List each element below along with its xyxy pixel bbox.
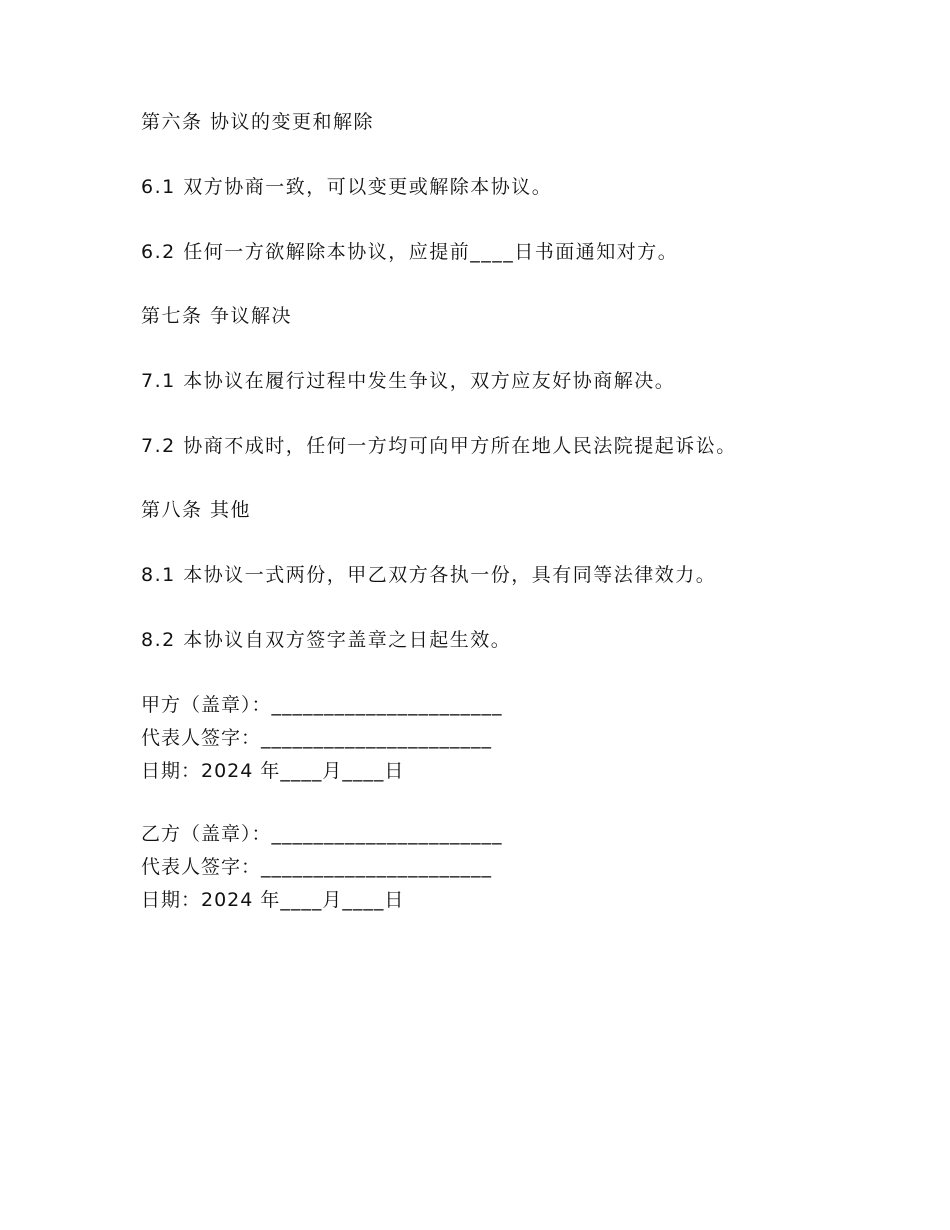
party-a-date-line: 日期：2024 年____月____日 [141,760,405,782]
clause-7-2: 7.2 协商不成时，任何一方均可向甲方所在地人民法院提起诉讼。 [141,435,737,457]
clause-7-1: 7.1 本协议在履行过程中发生争议，双方应友好协商解决。 [141,370,676,392]
clause-6-2: 6.2 任何一方欲解除本协议，应提前____日书面通知对方。 [141,241,679,263]
section-heading-8: 第八条 其他 [141,499,252,521]
section-heading-7: 第七条 争议解决 [141,305,293,327]
clause-8-2: 8.2 本协议自双方签字盖章之日起生效。 [141,629,512,651]
clause-6-1: 6.1 双方协商一致，可以变更或解除本协议。 [141,176,553,198]
party-a-seal-line: 甲方（盖章）：______________________ [141,694,503,716]
party-b-seal-line: 乙方（盖章）：______________________ [141,823,503,845]
party-b-date-line: 日期：2024 年____月____日 [141,889,405,911]
section-heading-6: 第六条 协议的变更和解除 [141,111,375,133]
clause-8-1: 8.1 本协议一式两份，甲乙双方各执一份，具有同等法律效力。 [141,564,717,586]
party-b-representative-line: 代表人签字：______________________ [141,856,493,878]
party-a-representative-line: 代表人签字：______________________ [141,727,493,749]
